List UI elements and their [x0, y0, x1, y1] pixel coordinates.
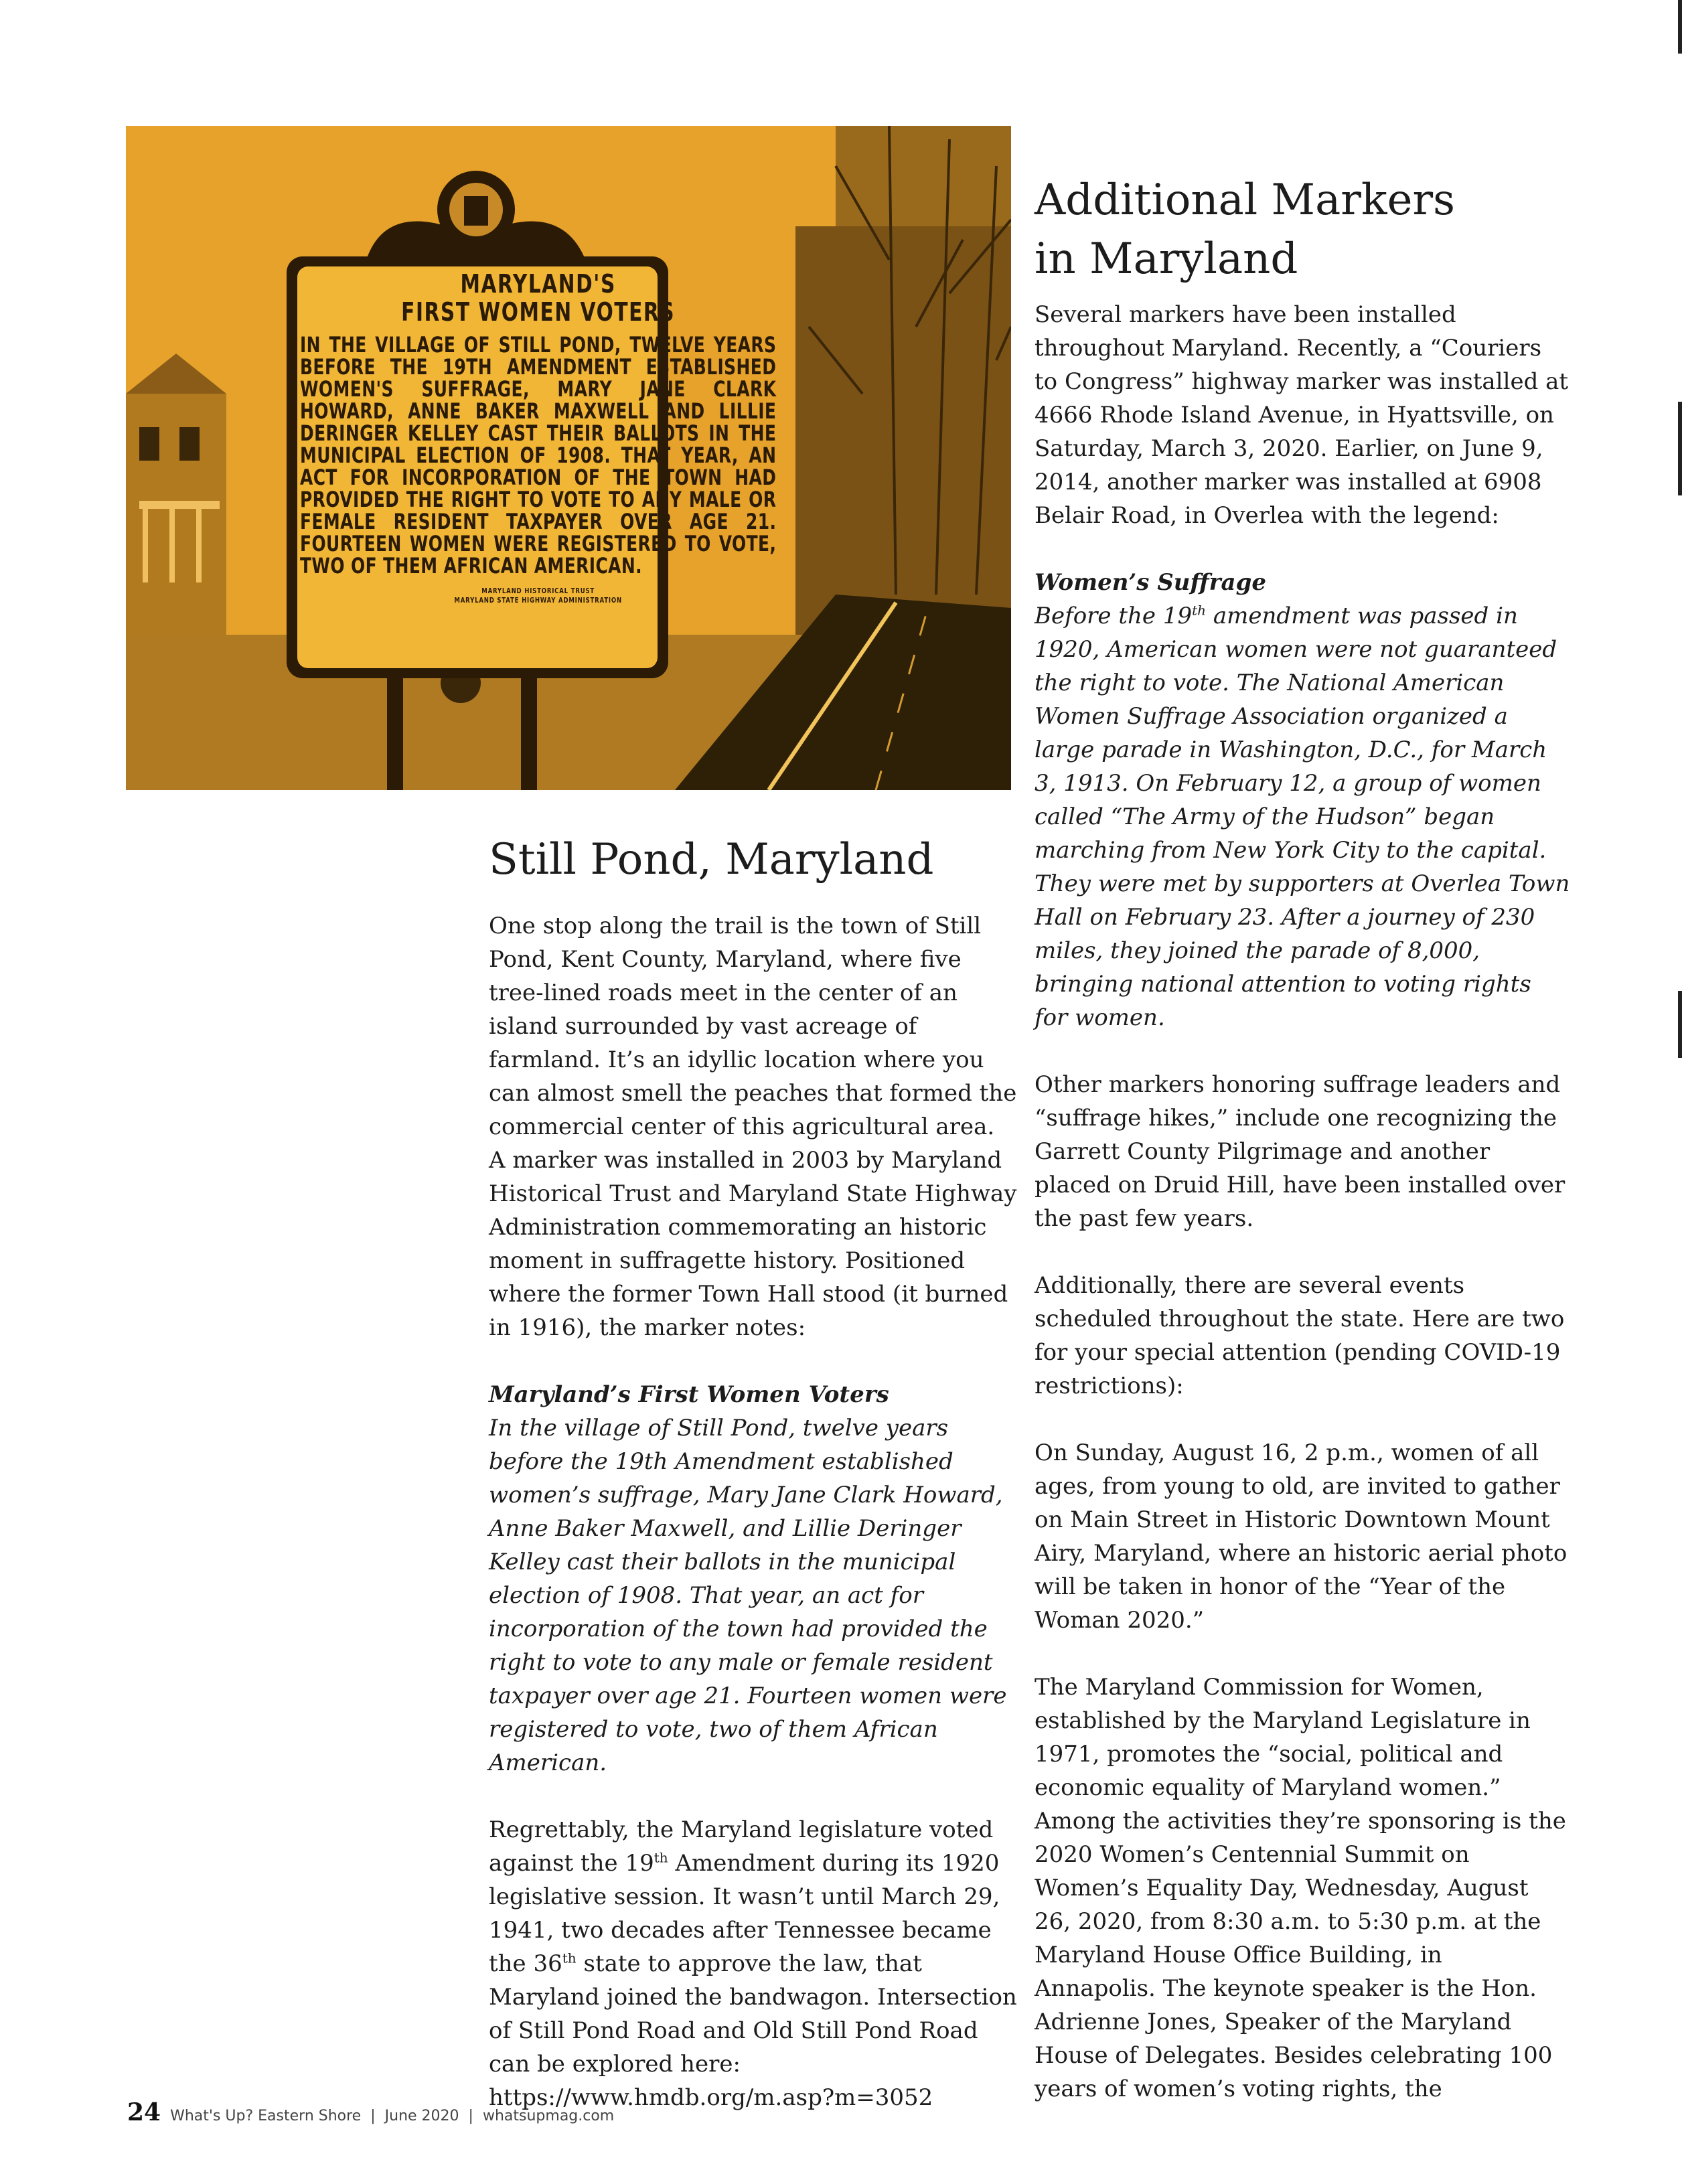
quote-body-first-women-voters: In the village of Still Pond, twelve years before the 19th Amendment established women’s suffrage, Mary Jane Clark Howard, Anne Baker Maxwell, and Lillie Deringer Kelley cast their ballots in the municipal election of 1908. That year, an act for incorporation of the town had provided the right to vote to any male or female resident taxpayer over age 21. Fourteen women were registered to vote, two of them African American.: [489, 1415, 1007, 1776]
sign-credit: MARYLAND HISTORICAL TRUST MARYLAND STATE HIGHWAY ADMINISTRATION: [454, 587, 622, 605]
still-pond-paragraph: One stop along the trail is the town of Still Pond, Kent County, Maryland, where five tree-lined roads meet in the center of an island surrounded by vast acreage of farmland. It’s an idyllic location where you can almost smell the peaches that formed the commercial center of this agricultural area. A marker was installed in 2003 by Maryland Historical Trust and Maryland State Highway Administration commemorating an historic moment in suffragette history. Positioned where the former Town Hall stood (it burned in 1916), the marker notes:: [489, 913, 1017, 1341]
marker-photo: [126, 126, 1011, 790]
quote-text-b: amendment was passed in 1920, American women were not guaranteed the right to vote. The National American Women Suffrage Association organized a large parade in Washington, D.C., for March 3, 1913. On February 12, a group of women called “The Army of the Hudson” began marching from New York City to the capital. They were met by supporters at Overlea Town Hall on February 23. After a journey of 230 miles, they joined the parade of 8,000, bringing national attention to voting rights for women.: [1035, 603, 1570, 1031]
other-markers-paragraph: Other markers honoring suffrage leaders and “suffrage hikes,” include one recognizing the Garrett County Pilgrimage and another placed on Druid Hill, have been installed over the past few years.: [1035, 1071, 1565, 1232]
page-edge-mark: [1678, 402, 1682, 495]
page-edge-mark: [1678, 0, 1682, 54]
markers-intro-paragraph: Several markers have been installed throughout Maryland. Recently, a “Couriers to Congress” highway marker was installed at 4666 Rhode Island Avenue, in Hyattsville, on Saturday, March 3, 2020. Earlier, on June 9, 2014, another marker was installed at 6908 Belair Road, in Overlea with the legend:: [1035, 301, 1569, 529]
legislature-text-b: Amendment during its 1920 legislative session. It wasn’t until March 29, 1941, two decades after Tennessee became the 36: [489, 1850, 1000, 1977]
page-footer: [127, 2098, 614, 2125]
website-link[interactable]: whatsupmag.com: [482, 2108, 615, 2124]
sign-title: MARYLAND'S FIRST WOMEN VOTERS: [401, 269, 676, 327]
commission-paragraph: The Maryland Commission for Women, established by the Maryland Legislature in 1971, promotes the “social, political and economic equality of Maryland women.” Among the activities they’re sponsoring is the 2020 Women’s Centennial Summit on Women’s Equality Day, Wednesday, August 26, 2020, from 8:30 a.m. to 5:30 p.m. at the Maryland House Office Building, in Annapolis. The keynote speaker is the Hon. Adrienne Jones, Speaker of the Maryland House of Delegates. Besides celebrating 100 years of women’s voting rights, the: [1035, 1674, 1566, 2102]
sign-body: IN THE VILLAGE OF STILL POND, TWELVE YEARS BEFORE THE 19TH AMENDMENT ESTABLISHED WOMEN'S SUFFRAGE, MARY JANE CLARK HOWARD, ANNE BAKER MAXWELL AND LILLIE DERINGER KELLEY CAST THEIR BALLOTS IN THE MUNICIPAL ELECTION OF 1908. THAT YEAR, AN ACT FOR INCORPORATION OF THE TOWN HAD PROVIDED THE RIGHT TO VOTE TO ANY MALE OR FEMALE RESIDENT TAXPAYER OVER AGE 21. FOURTEEN WOMEN WERE REGISTERED TO VOTE, TWO OF THEM AFRICAN AMERICAN.: [300, 332, 777, 578]
superscript-th: th: [562, 1950, 577, 1966]
issue-date: June 2020: [384, 2108, 459, 2124]
left-column: [489, 830, 1018, 2114]
quote-text-a: Before the 19: [1035, 603, 1193, 629]
superscript-th: th: [1192, 602, 1207, 619]
heading-line-1: Additional Markers: [1035, 175, 1455, 225]
footer-separator: |: [468, 2108, 473, 2124]
page-edge-mark: [1678, 991, 1682, 1058]
page-number: 24: [127, 2098, 161, 2126]
legislature-paragraph: [489, 1813, 1018, 2114]
footer-separator: |: [370, 2108, 376, 2124]
quote-title-first-women-voters: Maryland’s First Women Voters: [489, 1381, 889, 1408]
publication-name: What's Up? Eastern Shore: [170, 2108, 362, 2124]
marker-sign-text: [300, 270, 776, 605]
mount-airy-event-paragraph: On Sunday, August 16, 2 p.m., women of all ages, from young to old, are invited to gather on Main Street in Historic Downtown Mount Airy, Maryland, where an historic aerial photo will be taken in honor of the “Year of the Woman 2020.”: [1035, 1439, 1568, 1634]
events-intro-paragraph: Additionally, there are several events scheduled throughout the state. Here are two for your special attention (pending COVID-19 restrictions):: [1035, 1272, 1565, 1399]
right-column: [1035, 171, 1570, 2106]
legislature-text-a: Regrettably, the Maryland legislature voted against the 19: [489, 1816, 994, 1877]
heading-line-2: in Maryland: [1035, 234, 1298, 284]
quote-body-womens-suffrage: [1035, 599, 1570, 1034]
section-heading-still-pond: Still Pond, Maryland: [489, 835, 934, 884]
superscript-th: th: [654, 1849, 668, 1866]
legislature-text-c: state to approve the law, that Maryland joined the bandwagon. Intersection of Still Pond Road and Old Still Pond Road can be explored here: https://www.hmdb.org/m.asp?m=3052: [489, 1950, 1017, 2111]
section-heading-additional-markers: [1035, 171, 1570, 289]
quote-title-womens-suffrage: Women’s Suffrage: [1035, 569, 1266, 596]
